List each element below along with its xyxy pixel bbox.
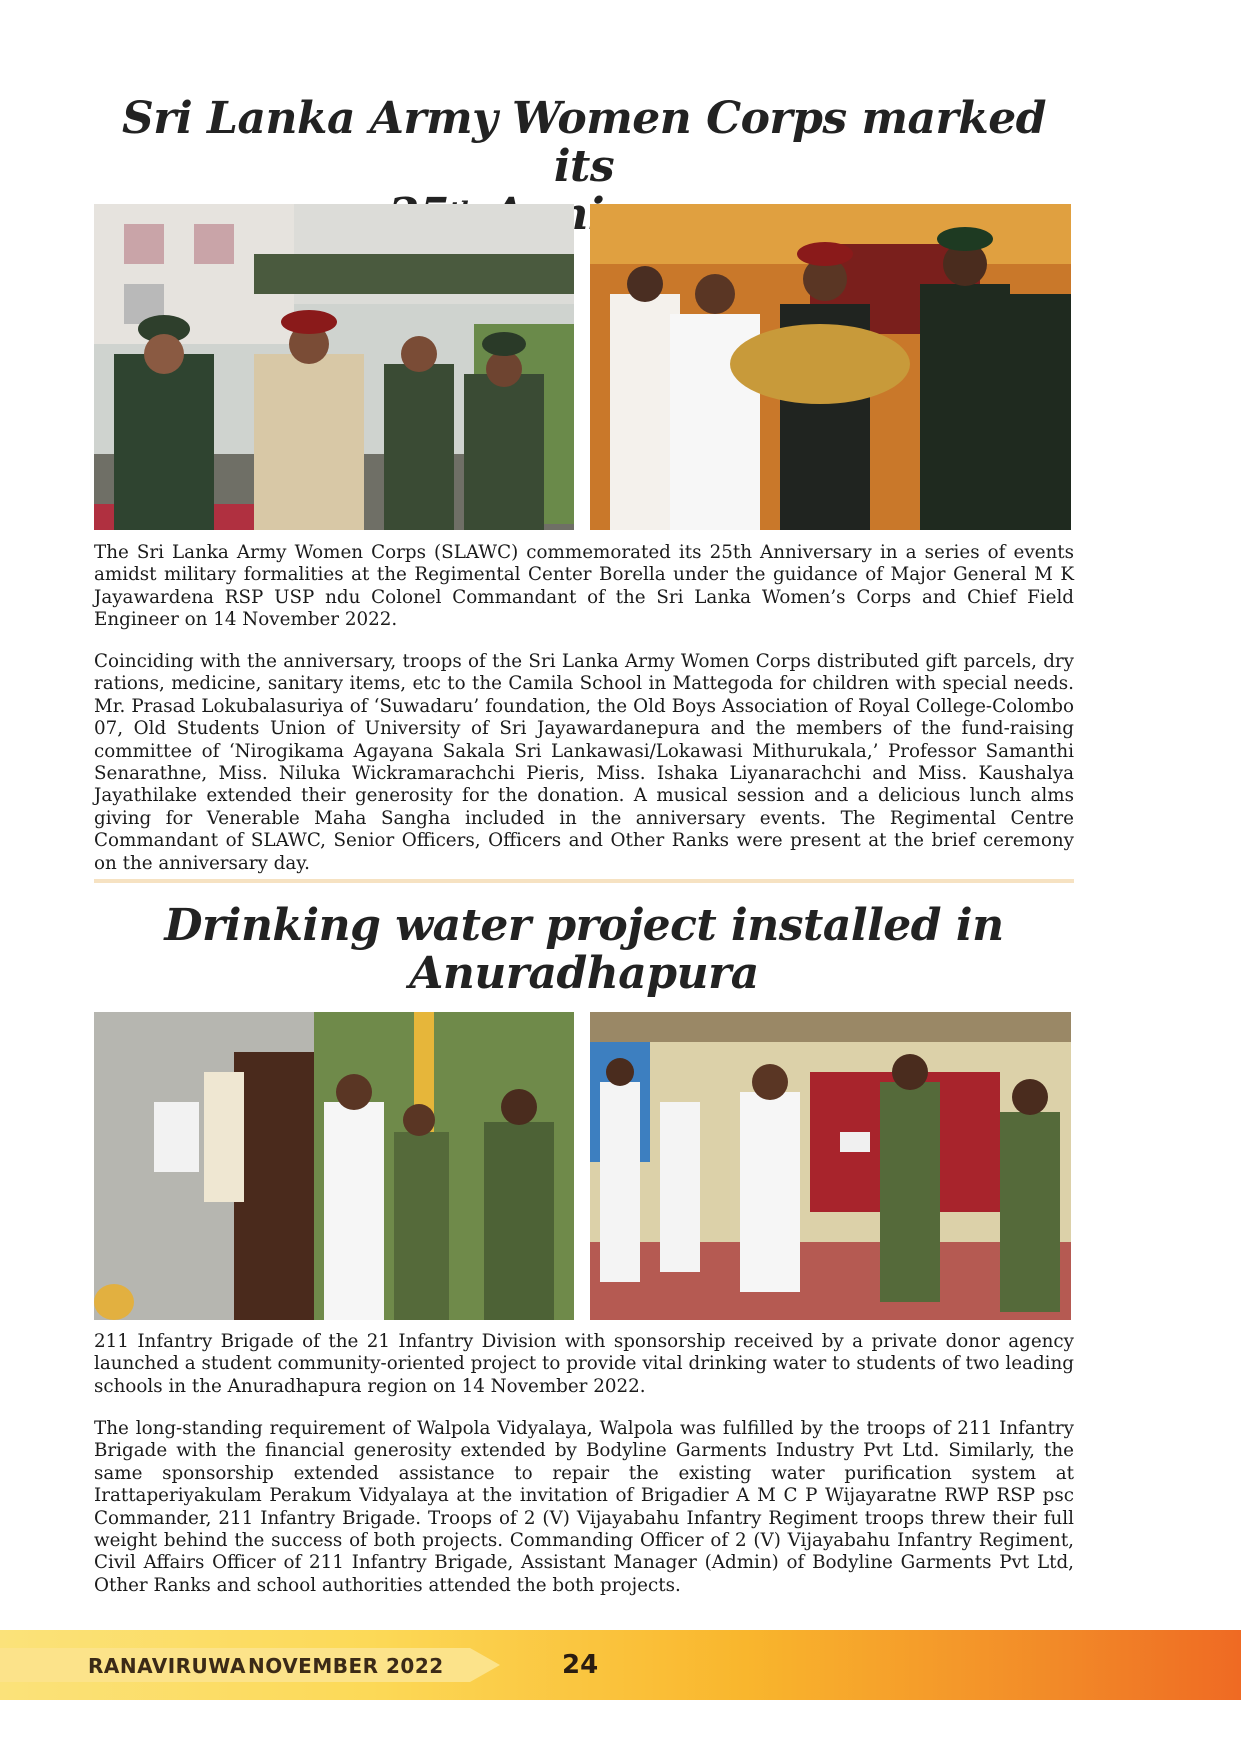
article2-title-line1: Drinking water project installed in: [164, 900, 1004, 951]
page-number: 24: [562, 1650, 599, 1680]
parade-inspection-photo: [94, 204, 574, 530]
article2-title-line2: Anuradhapura: [409, 948, 759, 999]
article1-title-line1: Sri Lanka Army Women Corps marked its: [122, 93, 1046, 192]
page-footer: [0, 1630, 1241, 1700]
article2-paragraph-1: 211 Infantry Brigade of the 21 Infantry Division with sponsorship received by a private donor agency launched a student community-oriented project to provide vital drinking water to students of two leading schools in the Anuradhapura region on 14 November 2022.: [94, 1331, 1074, 1397]
gift-handover-photo: [590, 204, 1071, 530]
publication-name: RANAVIRUWA: [88, 1654, 246, 1678]
section-divider: [94, 879, 1074, 883]
article2-title: [94, 902, 1074, 998]
issue-date: NOVEMBER 2022: [248, 1654, 444, 1678]
article1-paragraph-1: The Sri Lanka Army Women Corps (SLAWC) commemorated its 25th Anniversary in a series of events amidst military formalities at the Regimental Center Borella under the guidance of Major General M K Jayawardena RSP USP ndu Colonel Commandant of the Sri Lanka Women’s Corps and Chief Field Engineer on 14 November 2022.: [94, 542, 1074, 631]
tap-inauguration-photo: [94, 1012, 574, 1320]
article1-paragraph-2: Coinciding with the anniversary, troops of the Sri Lanka Army Women Corps distributed gift parcels, dry rations, medicine, sanitary items, etc to the Camila School in Mattegoda for children with special needs. Mr. Prasad Lokubalasuriya of ‘Suwadaru’ foundation, the Old Boys Association of Royal College-Colombo 07, Old Students Union of University of Sri Jayawardanepura and the members of the fund-raising committee of ‘Nirogikama Agayana Sakala Sri Lankawasi/Lokawasi Mithurukala,’ Professor Samanthi Senarathne, Miss. Niluka Wickramarachchi Pieris, Miss. Ishaka Liyanarachchi and Miss. Kaushalya Jayathilake extended their generosity for the donation. A musical session and a delicious lunch alms giving for Venerable Maha Sangha included in the anniversary events. The Regimental Centre Commandant of SLAWC, Senior Officers, Officers and Other Ranks were present at the brief ceremony on the anniversary day.: [94, 651, 1074, 874]
handover-ceremony-photo: [590, 1012, 1071, 1320]
article2-paragraph-2: The long-standing requirement of Walpola Vidyalaya, Walpola was fulfilled by the troops of 211 Infantry Brigade with the financial generosity extended by Bodyline Garments Industry Pvt Ltd. Similarly, the same sponsorship extended assistance to repair the existing water purification system at Irattaperiyakulam Perakum Vidyalaya at the invitation of Brigadier A M C P Wijayaratne RWP RSP psc Commander, 211 Infantry Brigade. Troops of 2 (V) Vijayabahu Infantry Regiment troops threw their full weight behind the success of both projects. Commanding Officer of 2 (V) Vijayabahu Infantry Regiment, Civil Affairs Officer of 211 Infantry Brigade, Assistant Manager (Admin) of Bodyline Garments Pvt Ltd, Other Ranks and school authorities attended the both projects.: [94, 1418, 1074, 1596]
